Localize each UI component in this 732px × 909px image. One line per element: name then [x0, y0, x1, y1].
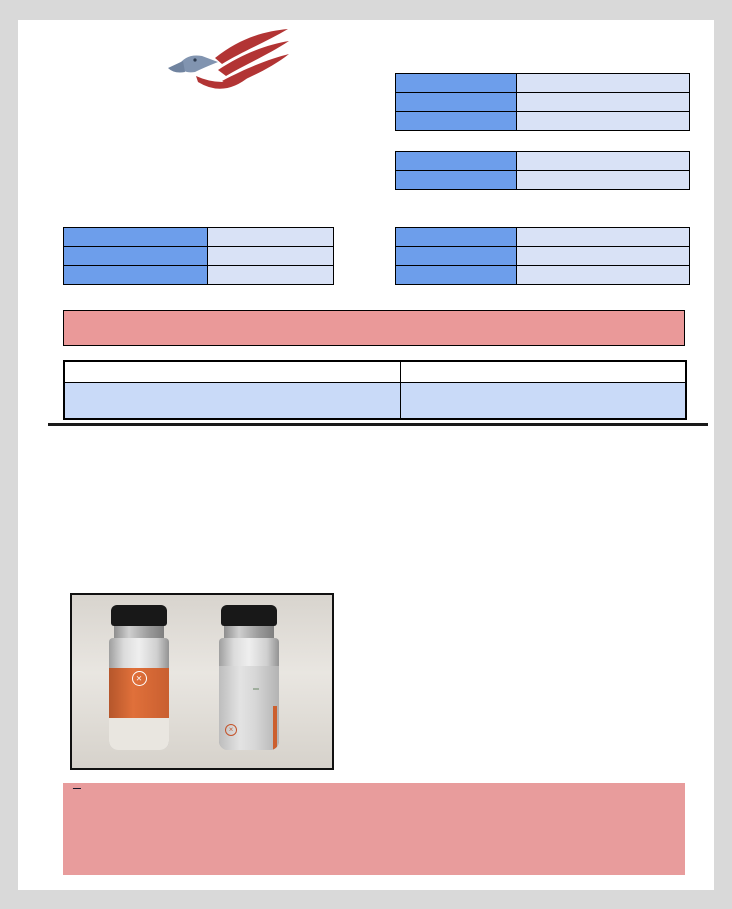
eagle-flag-icon — [160, 26, 290, 108]
vial-crimp-seal — [114, 626, 164, 638]
row-value — [517, 152, 689, 170]
row-value — [208, 266, 333, 284]
table-row — [396, 93, 689, 112]
row-label — [64, 247, 208, 265]
row-label — [396, 228, 517, 246]
table-row — [396, 74, 689, 93]
table-row — [396, 228, 689, 247]
document-page — [18, 20, 714, 890]
table-row — [64, 228, 333, 247]
company-logo — [58, 26, 348, 115]
method-statement-banner — [63, 310, 685, 346]
mass-table-header — [65, 362, 685, 383]
mass-identification-table — [63, 360, 687, 420]
table-row — [396, 152, 689, 171]
row-value — [517, 171, 689, 189]
hplc-chromatogram — [36, 420, 698, 584]
mass-table-row — [65, 383, 685, 418]
signature-banner — [63, 783, 685, 875]
column-header — [65, 362, 401, 382]
vial-storage-text — [109, 719, 169, 723]
spec-table — [395, 227, 690, 285]
table-row — [64, 266, 333, 284]
row-value — [208, 228, 333, 246]
row-label — [396, 93, 517, 111]
simple-peptide-logo-icon — [225, 718, 237, 736]
row-label — [396, 247, 517, 265]
vial-label-bottom — [109, 718, 169, 750]
vial-body — [219, 638, 279, 750]
row-label — [396, 74, 517, 92]
row-value — [517, 266, 689, 284]
row-value — [517, 93, 689, 111]
row-label — [396, 112, 517, 130]
dates-table — [395, 151, 690, 190]
vial-body — [109, 638, 169, 750]
accession-info-table — [395, 73, 690, 131]
row-value — [517, 74, 689, 92]
vial-crimp-seal — [224, 626, 274, 638]
table-row — [64, 247, 333, 266]
table-row — [396, 266, 689, 284]
row-label — [396, 266, 517, 284]
table-row — [396, 112, 689, 130]
vial-cap — [221, 605, 277, 626]
purity-result — [401, 383, 685, 418]
table-row — [396, 171, 689, 189]
row-label — [64, 228, 208, 246]
vial-label-top — [109, 668, 169, 718]
mass-spectrum-chart — [348, 586, 710, 770]
vial-cap — [111, 605, 167, 626]
product-vials-photo — [70, 593, 334, 770]
row-value — [208, 247, 333, 265]
row-label — [64, 266, 208, 284]
vial-label-back — [219, 666, 279, 750]
volume-chip — [253, 688, 259, 690]
vial-back — [218, 605, 280, 751]
product-table — [63, 227, 334, 285]
simple-peptide-logo-icon: ⨯ — [132, 671, 147, 686]
row-label — [396, 152, 517, 170]
vial-research-text — [109, 719, 169, 723]
row-label — [396, 171, 517, 189]
vial-front — [108, 605, 170, 751]
analyte-name — [65, 383, 401, 418]
table-row — [396, 247, 689, 266]
vial-product-text — [109, 719, 169, 723]
row-value — [517, 112, 689, 130]
column-header — [401, 362, 685, 382]
signature-script — [73, 787, 81, 789]
label-orange-edge — [273, 706, 277, 750]
logo-ring: ⨯ — [225, 724, 237, 736]
row-value — [517, 247, 689, 265]
row-value — [517, 228, 689, 246]
